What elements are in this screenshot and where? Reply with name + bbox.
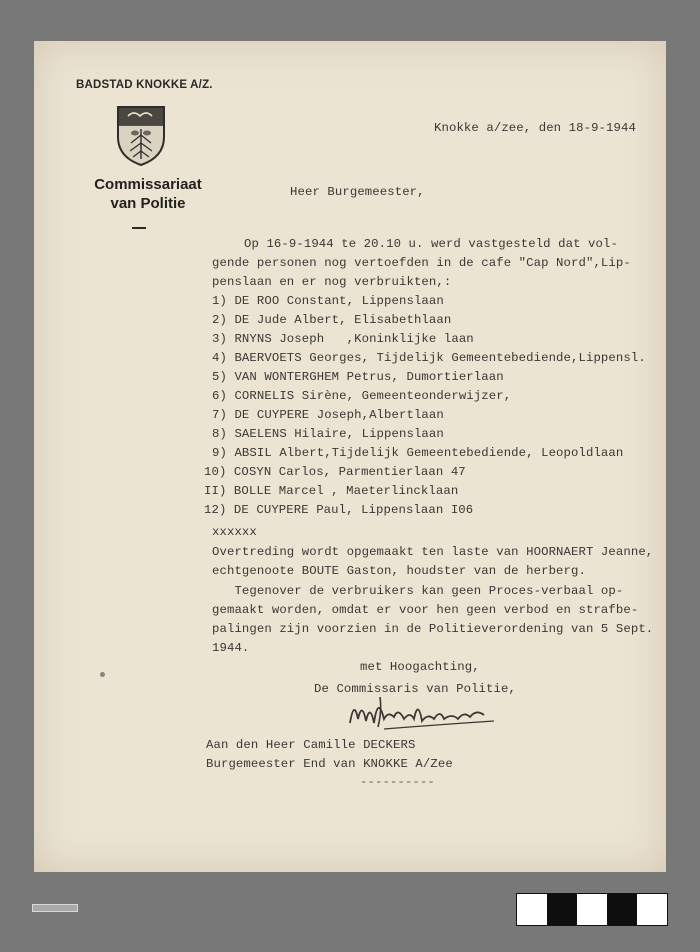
body-line-6: 1944.	[212, 641, 250, 655]
recipient-line-2: Burgemeester End van KNOKKE A/Zee	[206, 757, 453, 771]
list-item: 1) DE ROO Constant, Lippenslaan	[212, 294, 444, 308]
salutation: Heer Burgemeester,	[290, 185, 425, 199]
list-item: 8) SAELENS Hilaire, Lippenslaan	[212, 427, 444, 441]
department-line-1: Commissariaat	[94, 176, 202, 193]
letter-page	[34, 41, 666, 872]
body-line-4: gemaakt worden, omdat er voor hen geen verbod en strafbe-	[212, 603, 639, 617]
letterhead-divider	[132, 227, 146, 229]
closing: met Hoogachting,	[360, 660, 480, 674]
recipient-line-1: Aan den Heer Camille DECKERS	[206, 738, 416, 752]
list-item: 10) COSYN Carlos, Parmentierlaan 47	[204, 465, 466, 479]
scale-segment-white	[517, 894, 547, 925]
date-line: Knokke a/zee, den 18-9-1944	[434, 121, 636, 135]
strikeout-mark: xxxxxx	[212, 525, 257, 539]
scale-segment-white	[637, 894, 667, 925]
department-line-2: van Politie	[110, 195, 186, 212]
list-item: 4) BAERVOETS Georges, Tijdelijk Gemeentebediende,Lippensl.	[212, 351, 646, 365]
list-item: II) BOLLE Marcel , Maeterlincklaan	[204, 484, 459, 498]
intro-line-1: Op 16-9-1944 te 20.10 u. werd vastgesteld dat vol-	[244, 237, 618, 251]
list-item: 2) DE Jude Albert, Elisabethlaan	[212, 313, 452, 327]
signatory-title: De Commissaris van Politie,	[314, 682, 516, 696]
body-line-1: Overtreding wordt opgemaakt ten laste van HOORNAERT Jeanne,	[212, 545, 654, 559]
body-line-2: echtgenoote BOUTE Gaston, houdster van de herberg.	[212, 564, 586, 578]
scale-segment-black	[607, 894, 637, 925]
scale-segment-white	[577, 894, 607, 925]
list-item: 5) VAN WONTERGHEM Petrus, Dumortierlaan	[212, 370, 504, 384]
gray-reference-patch	[32, 904, 78, 912]
body-line-5: palingen zijn voorzien in de Politieverordening van 5 Sept.	[212, 622, 654, 636]
list-item: 12) DE CUYPERE Paul, Lippenslaan I06	[204, 503, 474, 517]
list-item: 9) ABSIL Albert,Tijdelijk Gemeentebediende, Leopoldlaan	[212, 446, 624, 460]
color-scale-bar	[516, 893, 668, 926]
paper-mark	[100, 672, 105, 677]
letterhead-department	[74, 175, 222, 213]
list-item: 7) DE CUYPERE Joseph,Albertlaan	[212, 408, 444, 422]
list-item: 6) CORNELIS Sirène, Gemeenteonderwijzer,	[212, 389, 512, 403]
coat-of-arms-icon	[114, 103, 168, 167]
intro-line-2: gende personen nog vertoefden in de cafe "Cap Nord",Lip-	[212, 256, 631, 270]
body-line-3: Tegenover de verbruikers kan geen Proces-verbaal op-	[212, 584, 624, 598]
scale-segment-black	[547, 894, 577, 925]
intro-line-3: penslaan en er nog verbruikten,:	[212, 275, 452, 289]
letterhead-town: BADSTAD KNOKKE A/Z.	[76, 79, 213, 91]
closing-rule: ----------	[360, 775, 435, 789]
handwritten-signature	[344, 689, 504, 735]
list-item: 3) RNYNS Joseph ,Koninklijke laan	[212, 332, 474, 346]
